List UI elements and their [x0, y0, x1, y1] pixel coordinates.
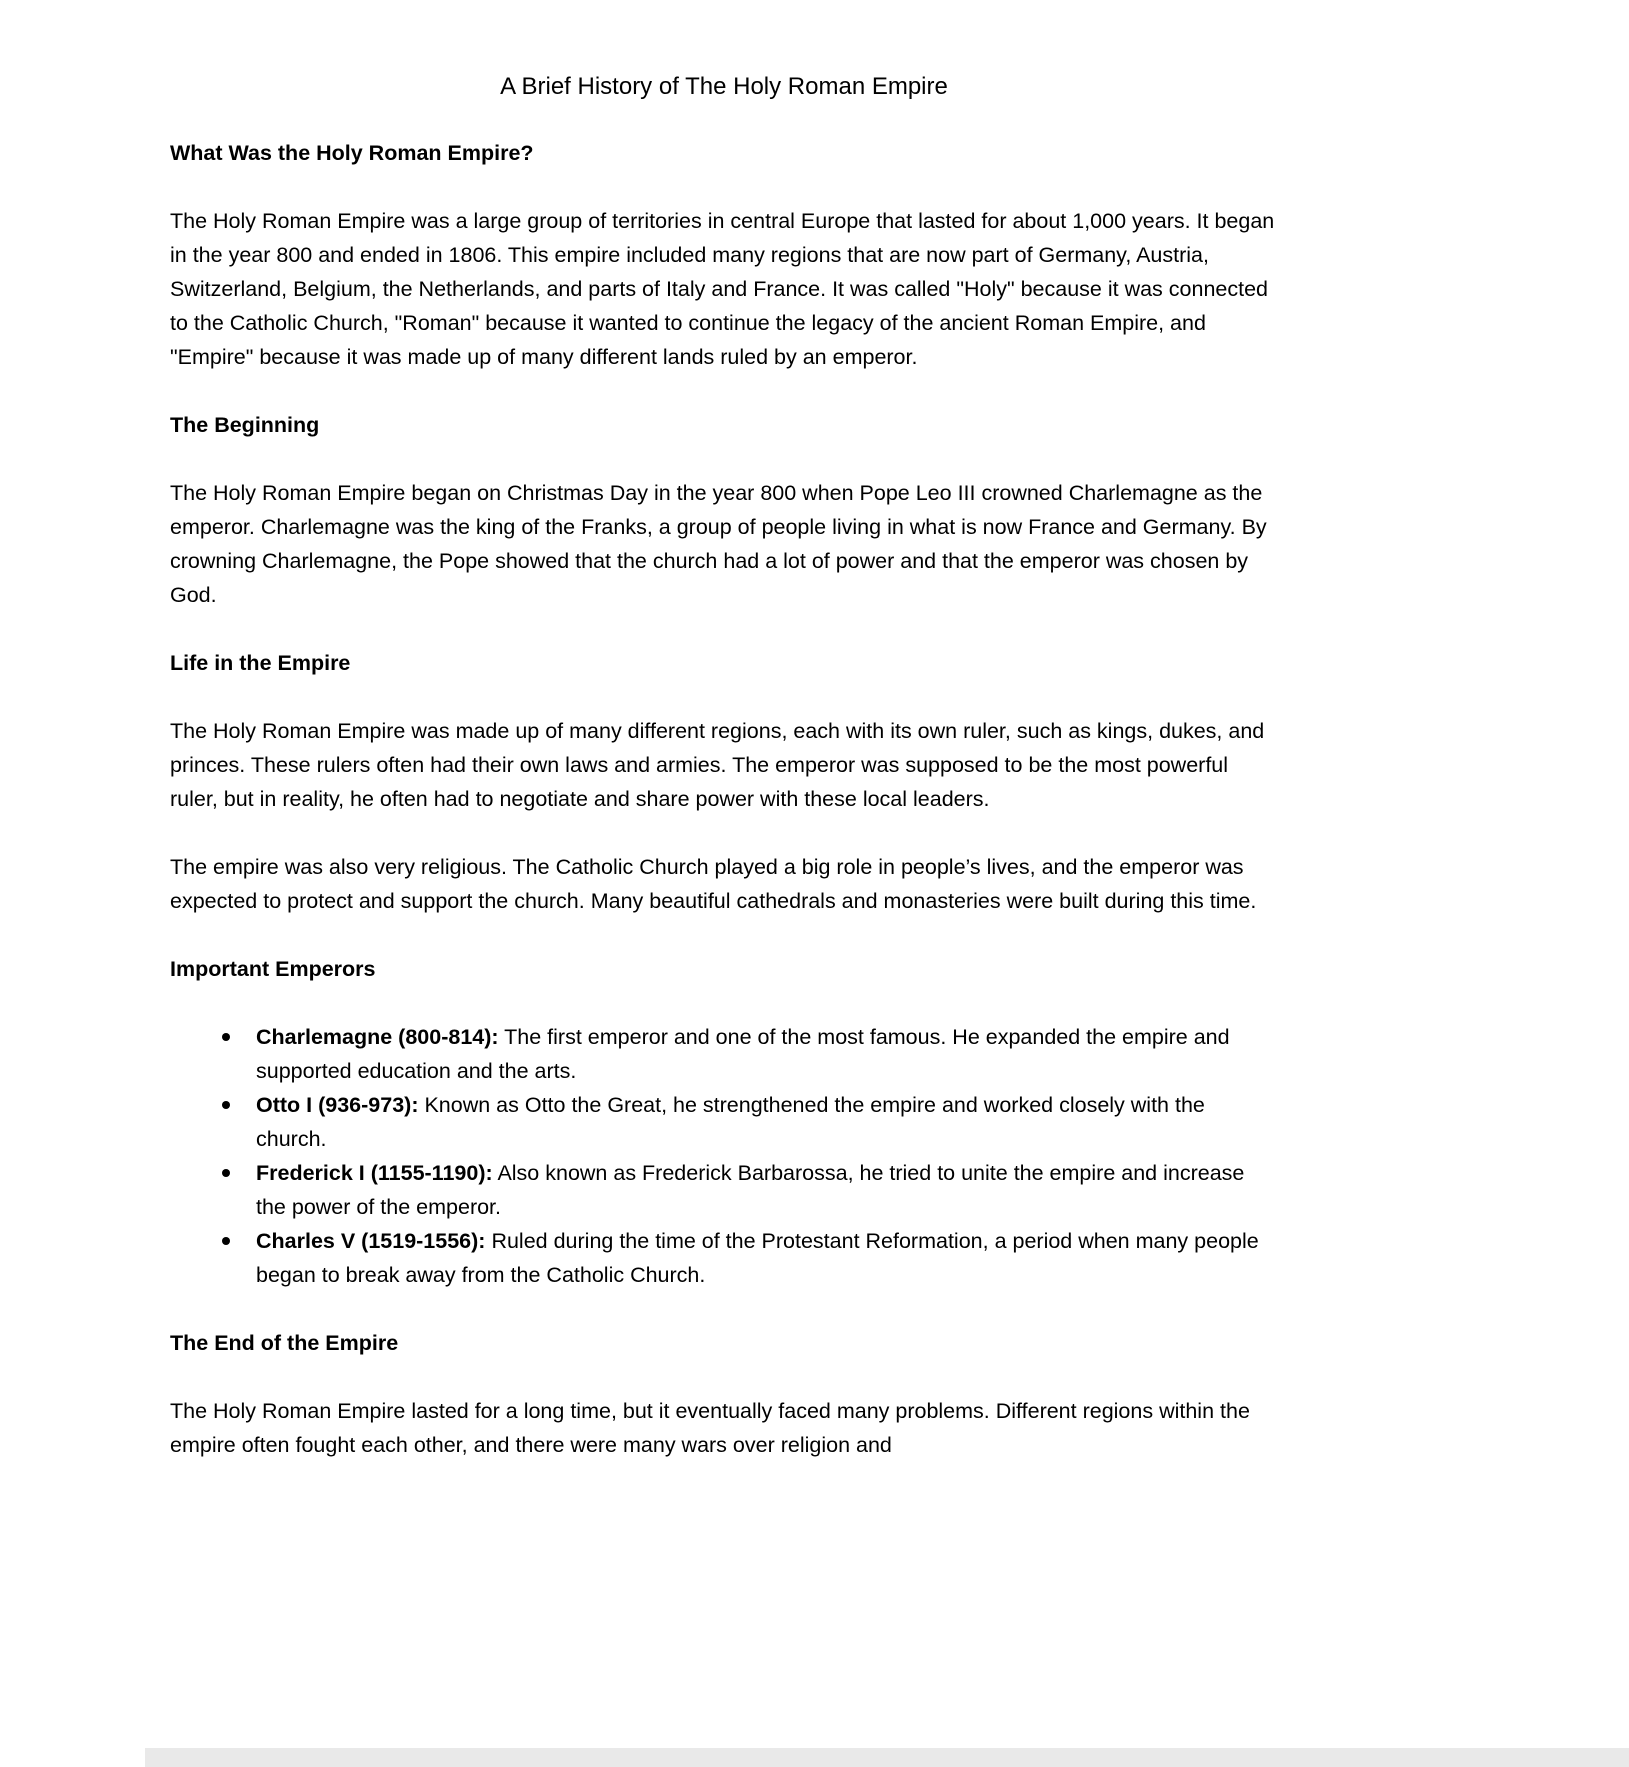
- section-heading-life: Life in the Empire: [170, 651, 351, 675]
- paragraph-life-1: The Holy Roman Empire was made up of many different regions, each with its own ruler, such as kings, dukes, and princes. These rulers often had their own laws and armies. The emperor was supposed to be the most powerful ruler, but in reality, he often had to negotiate and share power with these local leaders.: [170, 719, 1265, 811]
- page-bottom-edge: [145, 1748, 1629, 1767]
- list-item-bold-label: Frederick I (1155-1190):: [256, 1161, 493, 1185]
- paragraph-what-was: The Holy Roman Empire was a large group of territories in central Europe that lasted for about 1,000 years. It began in the year 800 and ended in 1806. This empire included many regions that are now part of Germany, Austria, Switzerland, Belgium, the Netherlands, and parts of Italy and France. It was called "Holy" because it was connected to the Catholic Church, "Roman" because it wanted to continue the legacy of the ancient Roman Empire, and "Empire" because it was made up of many different lands ruled by an emperor.: [170, 209, 1275, 369]
- paragraph-end: The Holy Roman Empire lasted for a long time, but it eventually faced many problems. Different regions within the empire often fought each other, and there were many wars over religion and: [170, 1399, 1250, 1457]
- paragraph-life-2: The empire was also very religious. The Catholic Church played a big role in people’s lives, and the emperor was expected to protect and support the church. Many beautiful cathedrals and monasteries were built during this time.: [170, 855, 1257, 913]
- section-heading-what-was: What Was the Holy Roman Empire?: [170, 141, 534, 165]
- section-heading-beginning: The Beginning: [170, 413, 320, 437]
- emperors-list: [170, 1020, 1278, 1292]
- list-item-frederick: [220, 1156, 1278, 1224]
- section-heading-end: The End of the Empire: [170, 1331, 399, 1355]
- bullet-icon: [222, 1101, 230, 1109]
- list-item-text: Also known as Frederick Barbarossa, he tried to unite the empire and increase the power of the emperor.: [256, 1161, 1245, 1219]
- list-item-charles: [220, 1224, 1278, 1292]
- document-title: A Brief History of The Holy Roman Empire: [500, 73, 948, 100]
- list-item-text: Known as Otto the Great, he strengthened the empire and worked closely with the church.: [256, 1093, 1205, 1151]
- list-item-text: Ruled during the time of the Protestant Reformation, a period when many people began to break away from the Catholic Church.: [256, 1229, 1259, 1287]
- section-heading-emperors: Important Emperors: [170, 957, 376, 981]
- paragraph-beginning: The Holy Roman Empire began on Christmas Day in the year 800 when Pope Leo III crowned Charlemagne as the emperor. Charlemagne was the king of the Franks, a group of people living in what is now France and Germany. By crowning Charlemagne, the Pope showed that the church had a lot of power and that the emperor was chosen by God.: [170, 481, 1267, 607]
- document-page: [170, 0, 1278, 1462]
- list-item-bold-label: Otto I (936-973):: [256, 1093, 419, 1117]
- bullet-icon: [222, 1169, 230, 1177]
- bullet-icon: [222, 1237, 230, 1245]
- list-item-charlemagne: [220, 1020, 1278, 1088]
- list-item-bold-label: Charles V (1519-1556):: [256, 1229, 486, 1253]
- list-item-text: The first emperor and one of the most famous. He expanded the empire and supported education and the arts.: [256, 1025, 1230, 1083]
- bullet-icon: [222, 1033, 230, 1041]
- list-item-otto: [220, 1088, 1278, 1156]
- list-item-bold-label: Charlemagne (800-814):: [256, 1025, 499, 1049]
